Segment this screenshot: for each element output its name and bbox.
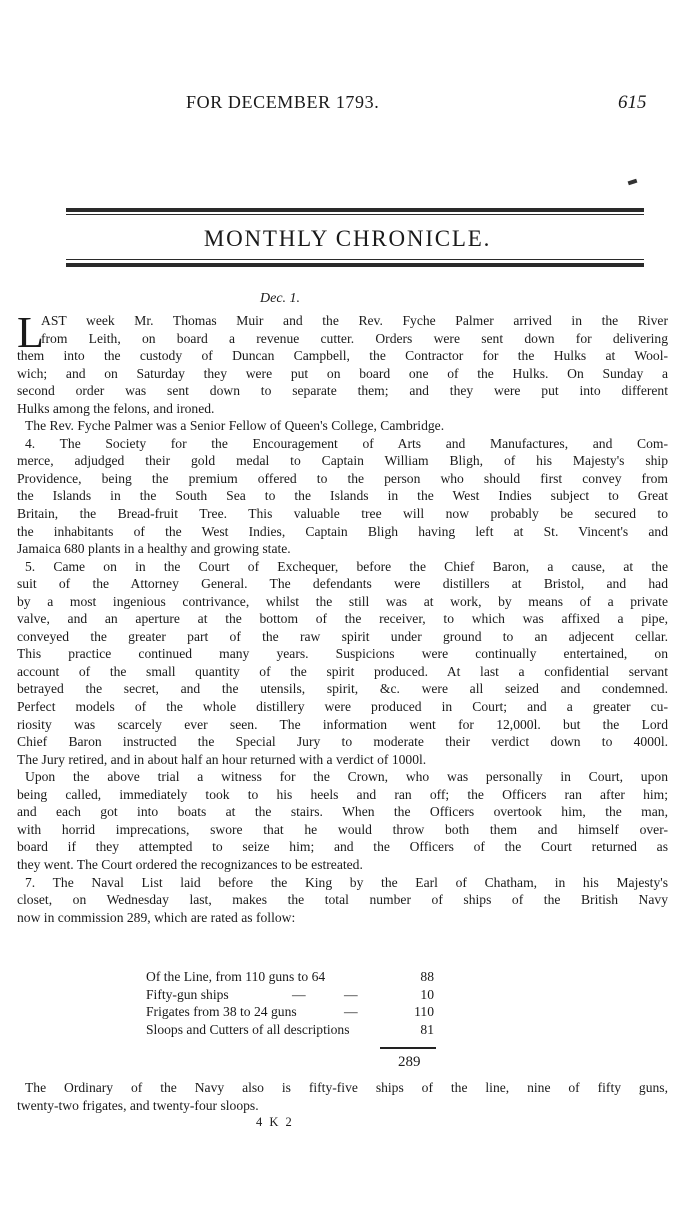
text-line: 7. The Naval List laid before the King by the Earl of Chatham, in his Majesty's — [25, 874, 668, 890]
text-line: account of the small quantity of the spirit produced. At last a confidential servant — [17, 663, 668, 679]
text-line: betrayed the secret, and the utensils, spirit, &c. were all seized and condemned. — [17, 681, 668, 697]
text-line: valve, and an aperture at the bottom of the receiver, to which was affixed a pipe, — [17, 611, 668, 627]
drop-cap: L — [17, 308, 44, 357]
table-row — [146, 1021, 434, 1039]
text-line: them into the custody of Duncan Campbell, the Contractor for the Hulks at Wool- — [17, 348, 668, 364]
text-line: The Ordinary of the Navy also is fifty-five ships of the line, nine of fifty guns, — [25, 1080, 668, 1095]
running-header — [0, 92, 687, 118]
printer-signature: 4 K 2 — [256, 1115, 294, 1129]
entry-date: Dec. 1. — [260, 291, 301, 306]
header-title: FOR DECEMBER 1793. — [186, 92, 380, 112]
text-line: This practice continued many years. Suspicions were continually entertained, on — [17, 646, 668, 662]
text-line: Upon the above trial a witness for the Crown, who was personally in Court, upon — [25, 769, 668, 785]
text-line: AST week Mr. Thomas Muir and the Rev. Fyche Palmer arrived in the River — [41, 313, 668, 328]
table-row — [146, 986, 434, 1004]
table-row — [146, 968, 434, 986]
row-label: Fifty-gun ships — [146, 986, 229, 1002]
text-line: second order was sent down to separate them; and they were put into different — [17, 383, 668, 399]
text-line: board if they attempted to seize him; and the Officers of the Court returned as — [17, 839, 668, 855]
bottom-rule-thick — [66, 263, 644, 267]
text-line: twenty-two frigates, and twenty-four sloops. — [17, 1097, 259, 1113]
page-number: 615 — [618, 92, 647, 113]
navy-total: 289 — [398, 1054, 421, 1070]
text-line: Britain, the Bread-fruit Tree. This valuable tree will now probably be secured to — [17, 506, 668, 522]
text-line: by a most ingenious contrivance, whilst the still was at work, by means of a private — [17, 593, 668, 609]
text-line: closet, on Wednesday last, makes the total number of ships of the British Navy — [17, 892, 668, 908]
row-dash: — — [344, 986, 358, 1002]
text-line: suit of the Attorney General. The defendants were distillers at Bristol, and had — [17, 576, 668, 592]
section-title: MONTHLY CHRONICLE. — [203, 226, 492, 251]
text-line: being called, immediately took to his heels and ran off; the Officers ran after him; — [17, 786, 668, 802]
row-dash: — — [292, 986, 306, 1002]
table-row — [146, 1003, 434, 1021]
bottom-rule-thin — [66, 259, 644, 260]
text-line: Jamaica 680 plants in a healthy and growing state. — [17, 541, 291, 557]
text-line: 4. The Society for the Encouragement of Arts and Manufactures, and Com- — [25, 435, 668, 451]
text-line: conveyed the greater part of the raw spirit under ground to an adjecent cellar. — [17, 628, 668, 644]
row-label: Sloops and Cutters of all descriptions — [146, 1021, 350, 1037]
row-value: 10 — [420, 986, 434, 1002]
text-line: The Rev. Fyche Palmer was a Senior Fellow of Queen's College, Cambridge. — [25, 418, 445, 434]
text-line: the inhabitants of the West Indies, Captain Bligh having left at St. Vincent's and — [17, 523, 668, 539]
printer-mark — [628, 179, 638, 186]
text-line: merce, adjudged their gold medal to Captain William Bligh, of his Majesty's ship — [17, 453, 668, 469]
top-rule-thin — [66, 214, 644, 215]
text-line: they went. The Court ordered the recognizances to be estreated. — [17, 856, 363, 872]
row-value: 110 — [414, 1004, 434, 1020]
text-line: Providence, being the premium offered to the person who should first convey from — [17, 470, 668, 486]
row-label: Frigates from 38 to 24 guns — [146, 1004, 297, 1020]
text-line: the Islands in the South Sea to the Islands in the West Indies subject to Great — [17, 488, 668, 504]
text-line: Hulks among the felons, and ironed. — [17, 400, 215, 416]
text-line: Perfect models of the whole distillery were produced in Court; and a greater cu- — [17, 699, 668, 715]
text-line: The Jury retired, and in about half an hour returned with a verdict of 1000l. — [17, 751, 427, 767]
article-body — [17, 308, 668, 926]
text-line: 5. Came on in the Court of Exchequer, before the Chief Baron, a cause, at the — [25, 558, 668, 574]
top-rule-thick — [66, 208, 644, 212]
text-line: and each got into boats at the stairs. When the Officers overtook him, the man, — [17, 804, 668, 820]
row-label: Of the Line, from 110 guns to 64 — [146, 969, 326, 984]
row-value: 88 — [420, 969, 434, 984]
navy-list-table — [146, 968, 434, 1038]
text-line: from Leith, on board a revenue cutter. Orders were sent down for delivering — [41, 330, 668, 346]
row-dash: — — [344, 1004, 358, 1020]
text-line: riosity was scarcely ever seen. The information went for 12,000l. but the Lord — [17, 716, 668, 732]
row-value: 81 — [420, 1021, 434, 1037]
text-line: now in commission 289, which are rated as follow: — [17, 909, 296, 925]
text-line: with horrid imprecations, swore that he would throw both them and himself over- — [17, 821, 668, 837]
text-line: Chief Baron instructed the Special Jury to moderate their verdict down to 4000l. — [17, 734, 668, 750]
text-line: wich; and on Saturday they were put on board one of the Hulks. On Sunday a — [17, 365, 668, 381]
sum-rule — [380, 1047, 436, 1049]
closing-paragraph — [17, 1079, 668, 1114]
